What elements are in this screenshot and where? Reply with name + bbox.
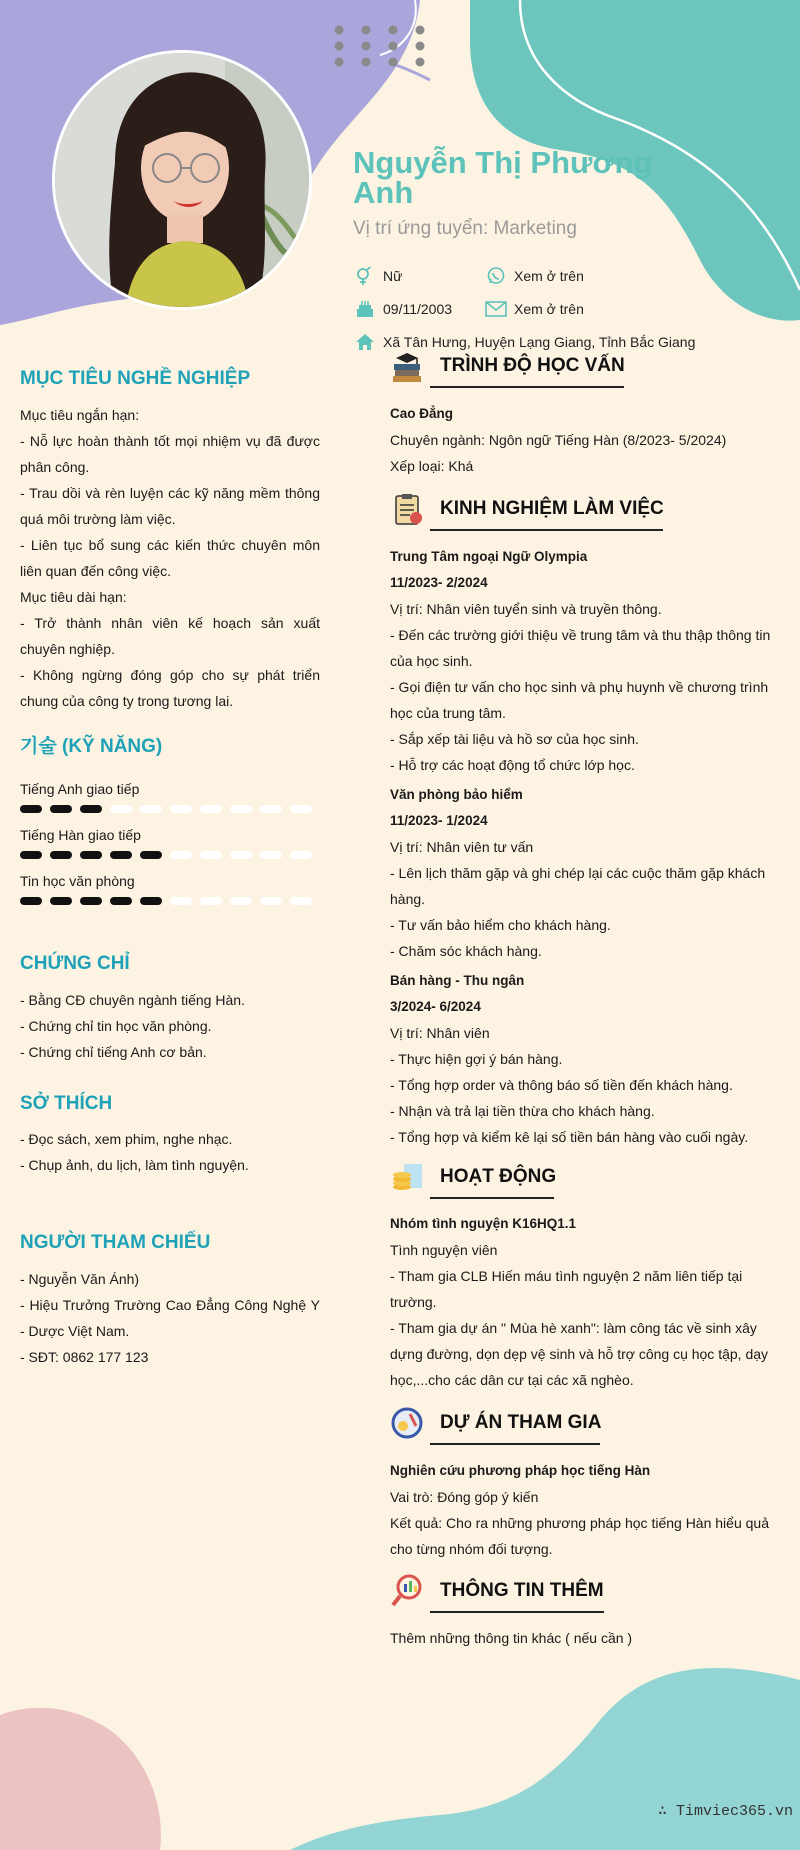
birthday-icon — [353, 299, 377, 319]
job-line: - Tư vấn bảo hiểm cho khách hàng. — [390, 917, 611, 933]
job-entry — [390, 544, 780, 778]
whatsapp-icon — [484, 266, 508, 286]
clipboard-icon — [390, 492, 424, 529]
objective-line: - Trau dồi và rèn luyện các kỹ năng mềm thông quá môi trường làm việc. — [20, 485, 320, 527]
email-row — [484, 299, 584, 319]
avatar-photo — [52, 50, 312, 310]
job-line: - Nhận và trả lại tiền thừa cho khách hàng. — [390, 1103, 655, 1119]
job-entry — [390, 782, 780, 964]
hobbies-text — [20, 1126, 320, 1178]
certificates-title: CHỨNG CHỈ — [20, 953, 130, 974]
phone-row — [484, 266, 584, 286]
section-divider — [430, 1443, 600, 1445]
pink-blob — [0, 1708, 161, 1850]
skill-dot — [290, 805, 312, 813]
skill-dot — [110, 851, 132, 859]
skill-dot — [260, 851, 282, 859]
skill-dot — [50, 805, 72, 813]
projects-body — [390, 1458, 780, 1562]
job-company: Trung Tâm ngoại Ngữ Olympia — [390, 549, 588, 564]
skill-dot — [290, 851, 312, 859]
skill-dot — [110, 897, 132, 905]
job-entry — [390, 968, 780, 1150]
home-icon — [353, 332, 377, 352]
activity-org: Nhóm tình nguyện K16HQ1.1 — [390, 1216, 577, 1231]
email-value: Xem ở trên — [514, 301, 584, 317]
gender-icon — [353, 266, 377, 286]
activities-body — [390, 1211, 780, 1393]
reference-line: - Hiệu Trưởng Trường Cao Đẳng Công Nghệ Y - Dược Việt Nam. — [20, 1297, 320, 1339]
birthday-row — [353, 299, 452, 319]
teal-bottom-blob — [290, 1668, 800, 1850]
skill-bar — [20, 805, 312, 813]
skill-dot — [170, 851, 192, 859]
birthday-value: 09/11/2003 — [383, 301, 453, 317]
candidate-name: Nguyễn Thị Phương Anh — [353, 145, 653, 210]
activity-line: - Tham gia CLB Hiến máu tình nguyện 2 năm liên tiếp tại trường. — [390, 1268, 743, 1310]
job-line: - Sắp xếp tài liệu và hồ sơ của học sinh. — [390, 731, 639, 747]
gender-value: Nữ — [383, 268, 403, 284]
job-line: - Lên lịch thăm gặp và ghi chép lại các cuộc thăm gặp khách hàng. — [390, 865, 766, 907]
skill-dot — [290, 897, 312, 905]
phone-value: Xem ở trên — [514, 268, 584, 284]
hobby-line: - Đọc sách, xem phim, nghe nhạc. — [20, 1131, 233, 1147]
skill-dot — [200, 897, 222, 905]
skill-dot — [110, 805, 132, 813]
skill-dot — [20, 897, 42, 905]
skill-dot — [140, 805, 162, 813]
experience-title: KINH NGHIỆM LÀM VIỆC — [440, 498, 664, 519]
objective-line: Mục tiêu dài hạn: — [20, 589, 127, 605]
skill-dot — [50, 851, 72, 859]
objective-line: Mục tiêu ngắn hạn: — [20, 407, 140, 423]
reference-line: - SĐT: 0862 177 123 — [20, 1349, 149, 1365]
job-line: - Đến các trường giới thiệu về trung tâm và thu thập thông tin của học sinh. — [390, 627, 771, 669]
skill-name: Tiếng Hàn giao tiếp — [20, 827, 141, 843]
skill-dot — [20, 805, 42, 813]
job-line: Vị trí: Nhân viên — [390, 1025, 490, 1041]
job-line: - Tổng hợp order và thông báo số tiền đến khách hàng. — [390, 1077, 733, 1093]
skill-dot — [230, 851, 252, 859]
project-name: Nghiên cứu phương pháp học tiếng Hàn — [390, 1463, 651, 1478]
job-period: 11/2023- 2/2024 — [390, 575, 488, 590]
gender-row — [353, 266, 402, 286]
skill-dot — [140, 851, 162, 859]
hobby-line: - Chụp ảnh, du lịch, làm tình nguyện. — [20, 1157, 249, 1173]
objective-text — [20, 402, 320, 714]
activity-line: Tình nguyện viên — [390, 1242, 498, 1258]
experience-body — [390, 544, 780, 1150]
job-line: - Tổng hợp và kiểm kê lại số tiền bán hàng vào cuối ngày. — [390, 1129, 749, 1145]
skill-dot — [200, 851, 222, 859]
objective-line: - Trở thành nhân viên kế hoạch sản xuất chuyên nghiệp. — [20, 615, 320, 657]
books-icon — [390, 350, 424, 387]
job-line: Vị trí: Nhân viên tuyển sinh và truyền thông. — [390, 601, 662, 617]
skill-name: Tin học văn phòng — [20, 873, 135, 889]
extra-text: Thêm những thông tin khác ( nếu cần ) — [390, 1630, 633, 1646]
extra-body — [390, 1625, 780, 1651]
email-icon — [484, 299, 508, 319]
job-company: Bán hàng - Thu ngân — [390, 973, 525, 988]
objective-title: MỤC TIÊU NGHỀ NGHIỆP — [20, 368, 251, 389]
skill-name: Tiếng Anh giao tiếp — [20, 781, 140, 797]
activities-title: HOẠT ĐỘNG — [440, 1166, 557, 1187]
skill-dot — [260, 897, 282, 905]
certificate-line: - Bằng CĐ chuyên ngành tiếng Hàn. — [20, 992, 245, 1008]
job-period: 3/2024- 6/2024 — [390, 999, 481, 1014]
skill-dot — [170, 805, 192, 813]
certificate-line: - Chứng chỉ tin học văn phòng. — [20, 1018, 212, 1034]
skill-dot — [20, 851, 42, 859]
skill-dot — [200, 805, 222, 813]
objective-line: - Không ngừng đóng góp cho sự phát triển chung của công ty trong tương lai. — [20, 667, 320, 709]
section-divider — [430, 386, 624, 388]
certificate-line: - Chứng chỉ tiếng Anh cơ bản. — [20, 1044, 207, 1060]
coins-icon — [390, 1160, 424, 1197]
references-text — [20, 1266, 320, 1370]
extra-title: THÔNG TIN THÊM — [440, 1580, 604, 1601]
projects-title: DỰ ÁN THAM GIA — [440, 1412, 602, 1433]
references-title: NGƯỜI THAM CHIẾU — [20, 1232, 211, 1253]
skill-dot — [230, 805, 252, 813]
education-school: Cao Đẳng — [390, 406, 454, 421]
skill-dot — [140, 897, 162, 905]
skill-dot — [170, 897, 192, 905]
education-major: Chuyên ngành: Ngôn ngữ Tiếng Hàn (8/2023- 5/2024) — [390, 432, 727, 448]
skill-bar — [20, 897, 312, 905]
skill-dot — [80, 805, 102, 813]
job-line: - Thực hiện gợi ý bán hàng. — [390, 1051, 563, 1067]
chart-icon — [390, 1574, 424, 1611]
job-line: Vị trí: Nhân viên tư vấn — [390, 839, 534, 855]
address-value: Xã Tân Hưng, Huyện Lạng Giang, Tỉnh Bắc Giang — [383, 334, 696, 350]
education-title: TRÌNH ĐỘ HỌC VẤN — [440, 355, 625, 376]
hobbies-title: SỞ THÍCH — [20, 1093, 113, 1114]
activity-line: - Tham gia dự án " Mùa hè xanh": làm công tác về sinh xây dựng đường, dọn dẹp vệ sinh và hỗ trợ công cụ học tập, dạy học,...cho các dân cư tại các xã nghèo. — [390, 1320, 769, 1388]
skill-dot — [260, 805, 282, 813]
reference-line: - Nguyễn Văn Ánh) — [20, 1271, 140, 1287]
education-body — [390, 401, 780, 479]
applied-position: Vị trí ứng tuyển: Marketing — [353, 218, 577, 239]
section-divider — [430, 529, 663, 531]
section-divider — [430, 1197, 554, 1199]
skill-dot — [230, 897, 252, 905]
skill-dot — [50, 897, 72, 905]
project-line: Vai trò: Đóng góp ý kiến — [390, 1489, 539, 1505]
skill-dot — [80, 851, 102, 859]
job-line: - Gọi điện tư vấn cho học sinh và phụ huynh về chương trình học của trung tâm. — [390, 679, 769, 721]
objective-line: - Liên tục bổ sung các kiến thức chuyên môn liên quan đến công việc. — [20, 537, 320, 579]
certificates-text — [20, 987, 320, 1065]
job-line: - Hỗ trợ các hoạt động tổ chức lớp học. — [390, 757, 635, 773]
job-period: 11/2023- 1/2024 — [390, 813, 488, 828]
project-line: Kết quả: Cho ra những phương pháp học tiếng Hàn hiểu quả cho từng nhóm đối tượng. — [390, 1515, 769, 1557]
address-row — [353, 332, 695, 352]
objective-line: - Nỗ lực hoàn thành tốt mọi nhiệm vụ đã được phân công. — [20, 433, 320, 475]
job-company: Văn phòng bảo hiểm — [390, 787, 523, 802]
skill-dot — [80, 897, 102, 905]
project-icon — [390, 1406, 424, 1443]
job-line: - Chăm sóc khách hàng. — [390, 943, 542, 959]
skills-title: 기술 (KỸ NĂNG) — [20, 736, 163, 757]
education-grade: Xếp loại: Khá — [390, 458, 474, 474]
skill-bar — [20, 851, 312, 859]
section-divider — [430, 1611, 604, 1613]
watermark: ∴ Timviec365.vn — [658, 1803, 794, 1820]
